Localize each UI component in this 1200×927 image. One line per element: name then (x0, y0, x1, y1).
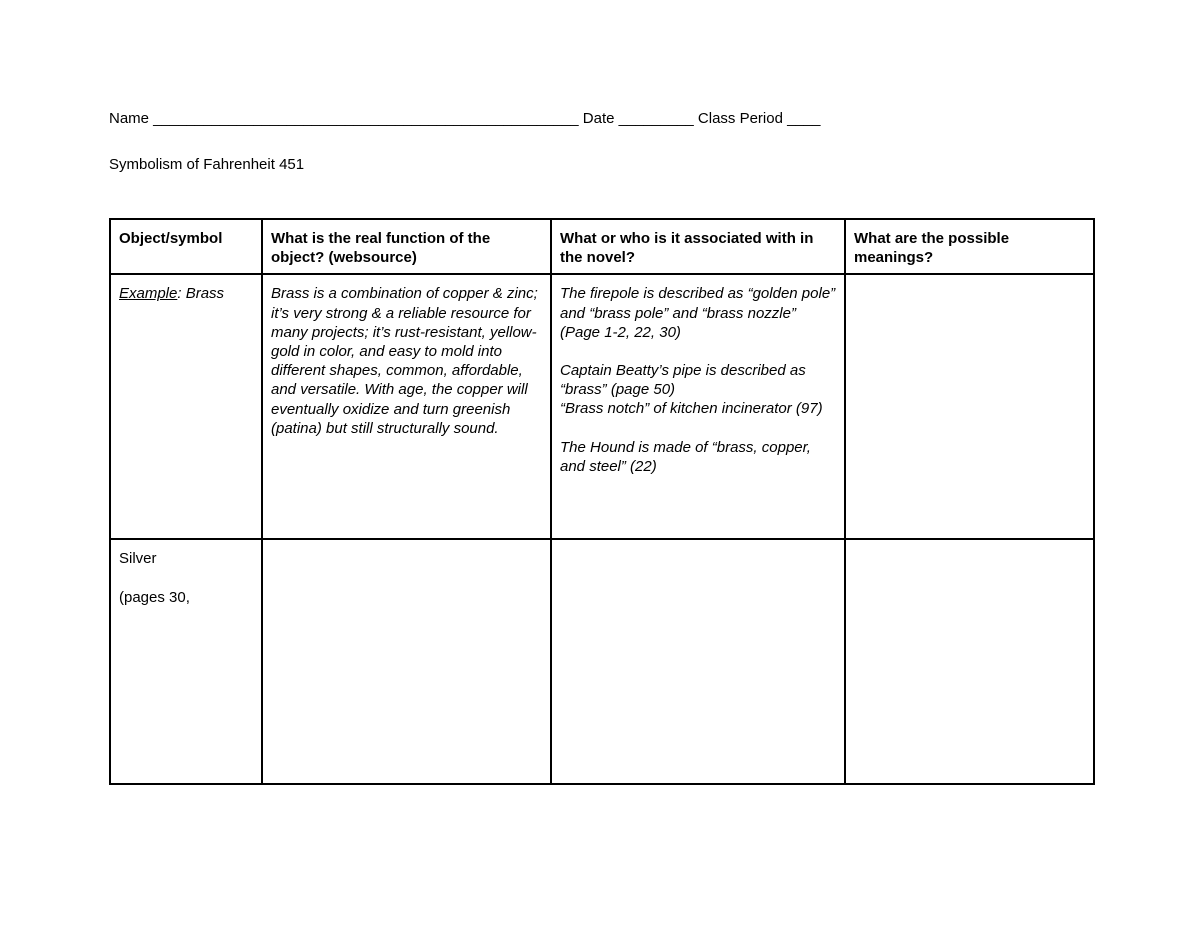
table-row-example-brass (110, 274, 1094, 539)
paragraph-gap (560, 342, 836, 361)
header-associated-with: What or who is it associated with in the novel? (551, 219, 845, 274)
example-object-value: Brass (181, 285, 225, 303)
association-incinerator: “Brass notch” of kitchen incinerator (97) (560, 400, 823, 418)
silver-object-name: Silver (119, 550, 157, 568)
header-possible-meanings: What are the possible meanings? (845, 219, 1094, 274)
paragraph-gap (560, 419, 836, 438)
silver-object-pages: (pages 30, (119, 588, 190, 606)
example-separator: : (177, 285, 182, 303)
symbolism-table (109, 218, 1095, 785)
paragraph-gap (119, 569, 253, 588)
cell-meanings-example[interactable] (845, 274, 1094, 539)
example-label: Example (119, 285, 178, 303)
name-date-period-line: Name ___________________________________________________ Date _________ Class Period ____ (109, 110, 821, 127)
table-row-silver (110, 539, 1094, 784)
cell-object-silver[interactable] (110, 539, 262, 784)
header-real-function: What is the real function of the object? (websource) (262, 219, 551, 274)
association-firepole: The firepole is described as “golden pole” and “brass pole” and “brass nozzle” (Page 1-2, 22, 30) (560, 285, 836, 341)
cell-function-silver[interactable] (262, 539, 551, 784)
cell-associations-silver[interactable] (551, 539, 845, 784)
table-header-row (110, 219, 1094, 274)
association-hound: The Hound is made of “brass, copper, and steel” (22) (560, 438, 811, 475)
header-object-symbol: Object/symbol (110, 219, 262, 274)
association-beatty-pipe: Captain Beatty’s pipe is described as “brass” (page 50) (560, 362, 806, 399)
cell-function-example[interactable]: Brass is a combination of copper & zinc; it’s very strong & a reliable resource for many projects; it’s rust-resistant, yellow-gold in color, and easy to mold into different shapes, common, affordable, and versatile. With age, the copper will eventually oxidize and turn greenish (patina) but still structurally sound. (262, 274, 551, 539)
cell-meanings-silver[interactable] (845, 539, 1094, 784)
cell-object-example[interactable] (110, 274, 262, 539)
cell-associations-example[interactable] (551, 274, 845, 539)
document-title: Symbolism of Fahrenheit 451 (109, 156, 305, 173)
